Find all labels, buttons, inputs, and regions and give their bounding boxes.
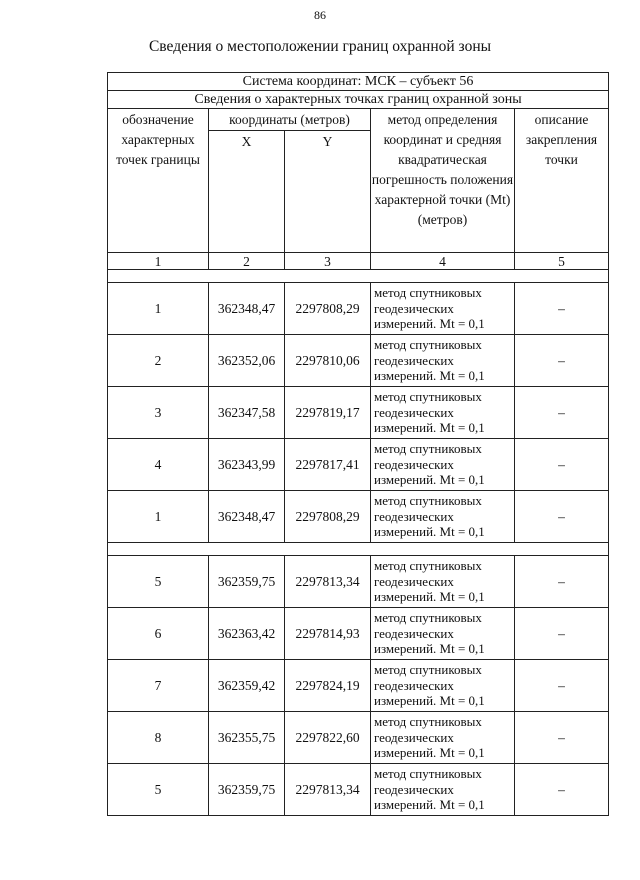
point-cell: 2 <box>108 335 209 387</box>
group-separator-row <box>108 543 609 556</box>
table-row <box>108 608 609 660</box>
fixing-cell: – <box>515 283 609 335</box>
y-coordinate-cell: 2297824,19 <box>285 660 371 712</box>
table-row <box>108 712 609 764</box>
x-coordinate-cell: 362343,99 <box>209 439 285 491</box>
table-row <box>108 556 609 608</box>
method-cell: метод спутниковых геодезических измерений. Mt = 0,1 <box>371 608 515 660</box>
column-number-3: 3 <box>285 253 371 270</box>
group-separator-row <box>108 270 609 283</box>
column-number-1: 1 <box>108 253 209 270</box>
fixing-cell: – <box>515 335 609 387</box>
point-cell: 4 <box>108 439 209 491</box>
method-cell: метод спутниковых геодезических измерений. Mt = 0,1 <box>371 335 515 387</box>
point-cell: 3 <box>108 387 209 439</box>
point-cell: 6 <box>108 608 209 660</box>
point-cell: 5 <box>108 556 209 608</box>
x-coordinate-cell: 362359,75 <box>209 764 285 816</box>
method-cell: метод спутниковых геодезических измерений. Mt = 0,1 <box>371 387 515 439</box>
fixing-cell: – <box>515 556 609 608</box>
column-number-5: 5 <box>515 253 609 270</box>
y-coordinate-cell: 2297813,34 <box>285 556 371 608</box>
fixing-cell: – <box>515 764 609 816</box>
fixing-cell: – <box>515 608 609 660</box>
point-cell: 8 <box>108 712 209 764</box>
table-row <box>108 335 609 387</box>
table-row <box>108 764 609 816</box>
x-coordinate-cell: 362348,47 <box>209 283 285 335</box>
table-row <box>108 387 609 439</box>
x-coordinate-cell: 362359,75 <box>209 556 285 608</box>
x-coordinate-cell: 362363,42 <box>209 608 285 660</box>
column-number-4: 4 <box>371 253 515 270</box>
y-coordinate-cell: 2297813,34 <box>285 764 371 816</box>
y-coordinate-cell: 2297817,41 <box>285 439 371 491</box>
points-info-row: Сведения о характерных точках границ охранной зоны <box>108 91 609 109</box>
y-coordinate-cell: 2297822,60 <box>285 712 371 764</box>
document-title: Сведения о местоположении границ охранной зоны <box>148 38 492 55</box>
header-fixing-description: описание закрепления точки <box>515 109 609 253</box>
table-row <box>108 491 609 543</box>
method-cell: метод спутниковых геодезических измерений. Mt = 0,1 <box>371 556 515 608</box>
point-cell: 5 <box>108 764 209 816</box>
y-coordinate-cell: 2297814,93 <box>285 608 371 660</box>
header-point-designation: обозначение характерных точек границы <box>108 109 209 253</box>
point-cell: 1 <box>108 283 209 335</box>
method-cell: метод спутниковых геодезических измерений. Mt = 0,1 <box>371 439 515 491</box>
y-coordinate-cell: 2297819,17 <box>285 387 371 439</box>
method-cell: метод спутниковых геодезических измерений. Mt = 0,1 <box>371 660 515 712</box>
method-cell: метод спутниковых геодезических измерений. Mt = 0,1 <box>371 764 515 816</box>
point-cell: 7 <box>108 660 209 712</box>
boundary-points-table <box>107 72 609 816</box>
y-coordinate-cell: 2297810,06 <box>285 335 371 387</box>
x-coordinate-cell: 362352,06 <box>209 335 285 387</box>
header-coordinates: координаты (метров) <box>209 109 371 131</box>
fixing-cell: – <box>515 491 609 543</box>
header-y: Y <box>285 131 371 253</box>
x-coordinate-cell: 362348,47 <box>209 491 285 543</box>
fixing-cell: – <box>515 387 609 439</box>
table-row <box>108 439 609 491</box>
group-separator-cell <box>108 270 609 283</box>
coordinate-system-row: Система координат: МСК – субъект 56 <box>108 73 609 91</box>
table-row <box>108 283 609 335</box>
x-coordinate-cell: 362355,75 <box>209 712 285 764</box>
column-number-2: 2 <box>209 253 285 270</box>
x-coordinate-cell: 362359,42 <box>209 660 285 712</box>
method-cell: метод спутниковых геодезических измерений. Mt = 0,1 <box>371 712 515 764</box>
header-method: метод определения координат и средняя квадратическая погрешность положения характерной точки (Mt) (метров) <box>371 109 515 253</box>
table-row <box>108 660 609 712</box>
y-coordinate-cell: 2297808,29 <box>285 283 371 335</box>
page-number: 86 <box>314 8 326 22</box>
point-cell: 1 <box>108 491 209 543</box>
x-coordinate-cell: 362347,58 <box>209 387 285 439</box>
header-x: X <box>209 131 285 253</box>
fixing-cell: – <box>515 660 609 712</box>
y-coordinate-cell: 2297808,29 <box>285 491 371 543</box>
method-cell: метод спутниковых геодезических измерений. Mt = 0,1 <box>371 283 515 335</box>
fixing-cell: – <box>515 712 609 764</box>
fixing-cell: – <box>515 439 609 491</box>
group-separator-cell <box>108 543 609 556</box>
method-cell: метод спутниковых геодезических измерений. Mt = 0,1 <box>371 491 515 543</box>
